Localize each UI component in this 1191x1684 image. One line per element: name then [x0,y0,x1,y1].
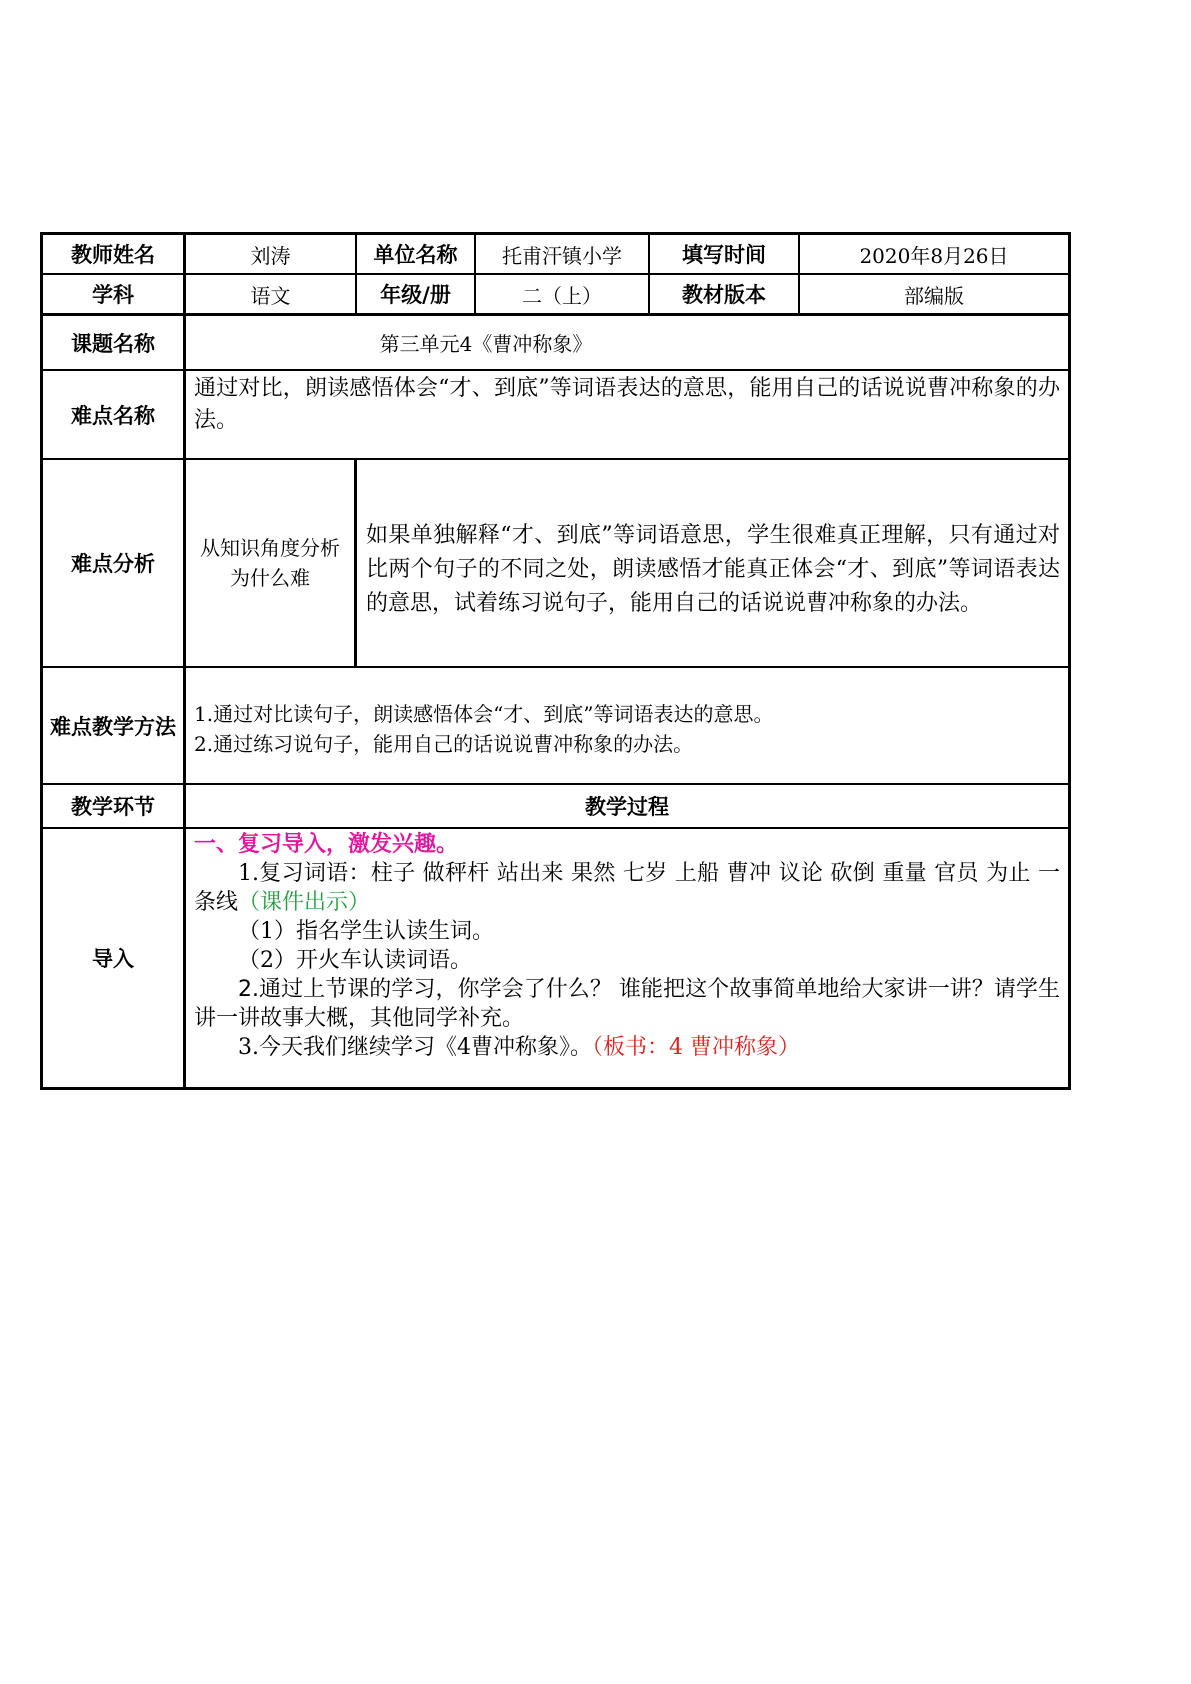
stage-header-label: 教学环节 [71,795,155,819]
topic-value-text: 第三单元4《曹冲称象》 [379,332,593,356]
step-2-text: （2）开火车认读词语。 [238,948,472,973]
grade-label: 年级/册 [380,283,451,307]
teacher-name-value: 刘涛 [250,243,291,268]
analysis-label: 难点分析 [71,552,155,576]
blackboard-note: （板书：4 曹冲称象） [592,1035,800,1060]
table-bottom-border [40,1087,1071,1090]
review-words [194,859,1060,917]
analysis-sub-label [195,460,345,666]
topic-value [186,316,786,369]
topic-label: 课题名称 [71,331,155,356]
grade-value: 二（上） [522,283,602,308]
analysis-column-divider [354,459,357,667]
fill-date-label: 填写时间 [682,243,766,267]
question-2 [194,975,1060,1033]
intro-label: 导入 [92,947,134,971]
intro-heading: 一、复习导入，激发兴趣。 [194,832,459,857]
teacher-name-label: 教师姓名 [71,243,155,267]
question-3 [194,1033,1060,1062]
fill-date-value: 2020年8月26日 [859,243,1009,268]
step-2 [194,946,1060,975]
table-right-border [1068,232,1071,1090]
step-1-text: （1）指名学生认读生词。 [238,919,494,944]
difficulty-value [194,371,1060,435]
method-item-2: 2.通过练习说句子，能用自己的话说说曹冲称象的办法。 [194,732,694,756]
unit-name-label: 单位名称 [373,243,458,267]
row-divider [40,827,1071,829]
courseware-note: （课件出示） [238,890,371,915]
subject-value: 语文 [250,283,291,308]
edition-label: 教材版本 [682,283,766,307]
analysis-value [366,519,1060,619]
subject-label: 学科 [92,283,134,307]
question-3-text: 3.今天我们继续学习《4曹冲称象》。 [238,1035,592,1060]
analysis-text: 如果单独解释“才、到底”等词语意思，学生很难真正理解，只有通过对比两个句子的不同之处，朗读感悟才能真正体会“才、到底”等词语表达的意思，试着练习说句子，能用自己的话说说曹冲称象的办法。 [366,523,1060,616]
process-header-label: 教学过程 [585,795,669,819]
difficulty-label: 难点名称 [71,403,155,428]
unit-name-value: 托甫汗镇小学 [502,243,622,268]
row-divider [40,666,1071,668]
question-2-rest-text: ？请学生讲一讲故事大概，其他同学补充。 [194,977,1060,1031]
question-2-sans-text: 2.通过上节课的学习，你学会了什么？ 谁能把这个故事简单地给大家讲一讲 [238,977,972,1002]
method-item-1: 1.通过对比读句子，朗读感悟体会“才、到底”等词语表达的意思。 [194,702,774,726]
review-words-text: 1.复习词语：柱子 做秤杆 站出来 果然 七岁 上船 曹冲 议论 砍倒 重量 官员 为止 一条线 [194,861,1060,915]
difficulty-text: 通过对比，朗读感悟体会“才、到底”等词语表达的意思，能用自己的话说说曹冲称象的办法。 [194,376,1060,433]
edition-value: 部编版 [904,283,964,308]
method-label: 难点教学方法 [50,714,176,739]
method-value [194,699,1060,763]
step-1 [194,917,1060,946]
analysis-sub-label-text: 从知识角度分析为什么难 [200,536,340,590]
intro-content [194,830,1060,1062]
